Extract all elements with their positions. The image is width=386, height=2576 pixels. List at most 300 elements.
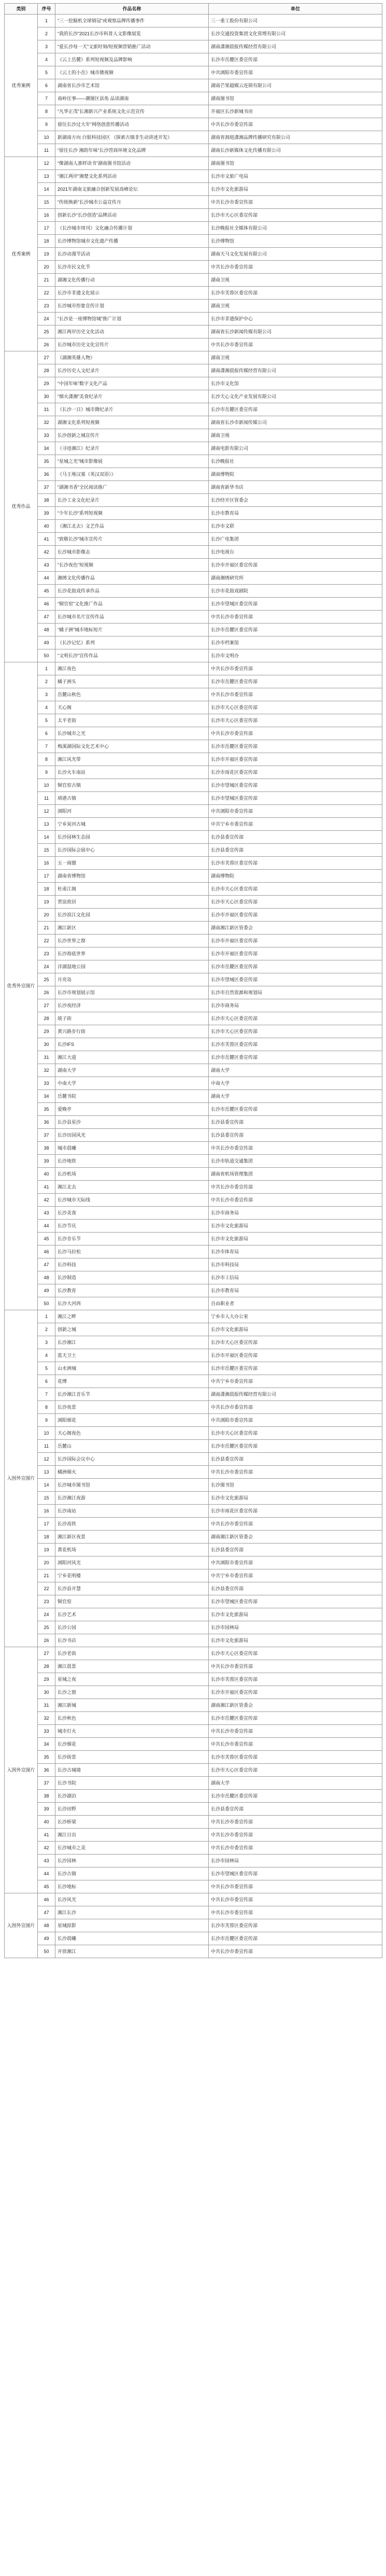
title-cell: 长沙烟花 <box>55 1738 209 1751</box>
table-row <box>5 79 382 92</box>
unit-cell: 长沙市天心区委宣传部 <box>209 1025 382 1038</box>
title-cell: 宁乡炭河古城 <box>55 818 209 831</box>
number-cell: 18 <box>38 883 55 896</box>
number-cell: 32 <box>38 1064 55 1077</box>
table-row <box>5 818 382 831</box>
number-cell: 49 <box>38 636 55 649</box>
table-row <box>5 1284 382 1297</box>
title-cell: 靖港古镇 <box>55 792 209 805</box>
table-row <box>5 1842 382 1855</box>
number-cell: 27 <box>38 999 55 1012</box>
number-cell: 47 <box>38 1906 55 1919</box>
title-cell: 《长沙记忆》系列 <box>55 636 209 649</box>
title-cell: 长沙市规划展示馆 <box>55 986 209 999</box>
number-cell: 5 <box>38 1362 55 1375</box>
unit-cell: 长沙县委宣传部 <box>209 1129 382 1142</box>
table-row <box>5 1077 382 1090</box>
table-row <box>5 261 382 274</box>
table-row <box>5 986 382 999</box>
unit-cell: 长沙市工信局 <box>209 1271 382 1284</box>
unit-cell: 中共长沙市委宣传部 <box>209 1893 382 1906</box>
table-row <box>5 144 382 157</box>
number-cell: 12 <box>38 1453 55 1466</box>
table-row <box>5 870 382 883</box>
number-cell: 41 <box>38 1829 55 1842</box>
number-cell: 19 <box>38 1544 55 1556</box>
unit-cell: 长沙市天心区委宣传部 <box>209 209 382 222</box>
title-cell: 杜甫江阁 <box>55 883 209 896</box>
unit-cell: 长沙市天心区委宣传部 <box>209 701 382 714</box>
title-cell: 洋湖湿地公园 <box>55 960 209 973</box>
unit-cell: 长沙市岳麓区委宣传部 <box>209 1362 382 1375</box>
unit-cell: 长沙市岳麓区委宣传部 <box>209 1051 382 1064</box>
unit-cell: 长沙市岳麓区委宣传部 <box>209 53 382 66</box>
number-cell: 47 <box>38 1258 55 1271</box>
title-cell: 长沙动漫节活动 <box>55 248 209 261</box>
number-cell: 15 <box>38 196 55 209</box>
unit-cell: 长沙市商务局 <box>209 1207 382 1220</box>
number-cell: 29 <box>38 1025 55 1038</box>
title-cell: 太平老街 <box>55 714 209 727</box>
unit-cell: 长沙市体育局 <box>209 1245 382 1258</box>
header-no: 序号 <box>38 4 55 15</box>
number-cell: 17 <box>38 1518 55 1531</box>
unit-cell: 湖南长沙新媒体文化传播有限公司 <box>209 144 382 157</box>
number-cell: 39 <box>38 507 55 520</box>
table-row <box>5 196 382 209</box>
number-cell: 41 <box>38 1181 55 1194</box>
table-row <box>5 364 382 377</box>
number-cell: 14 <box>38 1479 55 1492</box>
title-cell: 湘江日出 <box>55 1829 209 1842</box>
table-row <box>5 92 382 105</box>
table-row <box>5 1751 382 1764</box>
unit-cell: 中共长沙市委宣传部 <box>209 1738 382 1751</box>
table-row <box>5 1777 382 1790</box>
number-cell: 43 <box>38 1207 55 1220</box>
title-cell: 长沙音乐节 <box>55 1233 209 1245</box>
table-row <box>5 1012 382 1025</box>
table-row <box>5 442 382 455</box>
title-cell: 贾谊故居 <box>55 896 209 909</box>
table-row <box>5 546 382 559</box>
unit-cell: 长沙市望城区委宣传部 <box>209 779 382 792</box>
table-row <box>5 1673 382 1686</box>
number-cell: 11 <box>38 144 55 157</box>
title-cell: 湘江两岸历史文化活动 <box>55 325 209 338</box>
table-row <box>5 1129 382 1142</box>
title-cell: 长沙古城墙 <box>55 1764 209 1777</box>
unit-cell: 长沙市文联 <box>209 520 382 533</box>
number-cell: 26 <box>38 986 55 999</box>
table-row <box>5 805 382 818</box>
title-cell: 黄兴路步行街 <box>55 1025 209 1038</box>
unit-cell: 长沙市园林局 <box>209 1855 382 1867</box>
title-cell: 浏阳河风光 <box>55 1556 209 1569</box>
table-row <box>5 157 382 170</box>
table-row <box>5 1803 382 1816</box>
unit-cell: 长沙市望城区委宣传部 <box>209 1867 382 1880</box>
unit-cell: 中共长沙市委宣传部 <box>209 1906 382 1919</box>
table-row <box>5 1427 382 1440</box>
unit-cell: 长沙市天心区委宣传部 <box>209 1012 382 1025</box>
table-row <box>5 1466 382 1479</box>
title-cell: 《马王堆汉墓（英汉双语）》 <box>55 468 209 481</box>
table-row <box>5 883 382 896</box>
title-cell: 岳麓山秋色 <box>55 688 209 701</box>
number-cell: 7 <box>38 1388 55 1401</box>
unit-cell: 长沙市商务局 <box>209 999 382 1012</box>
title-cell: 长沙城市名片宣传作品 <box>55 611 209 624</box>
table-row <box>5 1738 382 1751</box>
number-cell: 33 <box>38 1725 55 1738</box>
number-cell: 22 <box>38 1582 55 1595</box>
number-cell: 20 <box>38 1556 55 1569</box>
table-row <box>5 170 382 183</box>
title-cell: 湘江大道 <box>55 1051 209 1064</box>
unit-cell: 长沙市文化馆 <box>209 377 382 390</box>
unit-cell: 长沙市开福区委宣传部 <box>209 559 382 572</box>
table-row <box>5 973 382 986</box>
title-cell: 长沙地标 <box>55 1880 209 1893</box>
number-cell: 28 <box>38 364 55 377</box>
number-cell: 20 <box>38 909 55 922</box>
unit-cell: 中共长沙市委宣传部 <box>209 1880 382 1893</box>
unit-cell: 湖南卫视 <box>209 300 382 313</box>
title-cell: 长沙工业文化纪录片 <box>55 494 209 507</box>
unit-cell: 长沙市雨花区委宣传部 <box>209 766 382 779</box>
number-cell: 27 <box>38 1647 55 1660</box>
table-row <box>5 1207 382 1220</box>
title-cell: 长沙创新之城宣传片 <box>55 429 209 442</box>
number-cell: 46 <box>38 1245 55 1258</box>
title-cell: “致敬长沙”城市宣传片 <box>55 533 209 546</box>
table-row <box>5 1142 382 1155</box>
table-row <box>5 300 382 313</box>
number-cell: 42 <box>38 546 55 559</box>
table-row <box>5 636 382 649</box>
unit-cell: 中共长沙市委宣传部 <box>209 1181 382 1194</box>
title-cell: 长沙世界之窗 <box>55 935 209 947</box>
title-cell: 湘江夜色 <box>55 662 209 675</box>
number-cell: 35 <box>38 1751 55 1764</box>
table-row <box>5 494 382 507</box>
number-cell: 47 <box>38 611 55 624</box>
category-cell: 优秀案例 <box>5 15 38 157</box>
title-cell: 长沙南站 <box>55 1505 209 1518</box>
number-cell: 32 <box>38 1712 55 1725</box>
unit-cell: 长沙市天心区委宣传部 <box>209 714 382 727</box>
table-row <box>5 1919 382 1932</box>
table-row <box>5 1764 382 1777</box>
title-cell: 长沙田园风光 <box>55 1129 209 1142</box>
title-cell: 长沙县开慧 <box>55 1582 209 1595</box>
title-cell: 铜官窑 <box>55 1595 209 1608</box>
unit-cell: 长沙交通投资集团文化管理有限公司 <box>209 27 382 40</box>
title-cell: 长沙市民文化节 <box>55 261 209 274</box>
title-cell: 长沙书院 <box>55 1777 209 1790</box>
number-cell: 14 <box>38 183 55 196</box>
number-cell: 13 <box>38 818 55 831</box>
table-row <box>5 1194 382 1207</box>
unit-cell: 中共长沙市委宣传部 <box>209 1725 382 1738</box>
unit-cell: 湖南湘江新区管委会 <box>209 1699 382 1712</box>
unit-cell: 长沙市文化旅游局 <box>209 1220 382 1233</box>
table-row <box>5 416 382 429</box>
title-cell: 星城之夜 <box>55 1673 209 1686</box>
number-cell: 24 <box>38 960 55 973</box>
unit-cell: 湖南大学 <box>209 1777 382 1790</box>
number-cell: 46 <box>38 598 55 611</box>
number-cell: 5 <box>38 714 55 727</box>
table-row <box>5 1945 382 1958</box>
title-cell: 长沙湘江 <box>55 1336 209 1349</box>
title-cell: 《寻迹湘江》纪录片 <box>55 442 209 455</box>
number-cell: 6 <box>38 79 55 92</box>
number-cell: 4 <box>38 1349 55 1362</box>
unit-cell: 长沙市开福区委宣传部 <box>209 947 382 960</box>
title-cell: “留住长沙 湘韵年味”长沙营商环境文化品牌 <box>55 144 209 157</box>
unit-cell: 长沙市开福区委宣传部 <box>209 753 382 766</box>
number-cell: 21 <box>38 274 55 287</box>
table-row <box>5 960 382 973</box>
number-cell: 48 <box>38 1271 55 1284</box>
category-cell: 入围外宣图片 <box>5 1893 38 1958</box>
title-cell: “长沙夜色”短视频 <box>55 559 209 572</box>
table-row <box>5 611 382 624</box>
unit-cell: 中共浏阳市委宣传部 <box>209 1556 382 1569</box>
title-cell: 湖南省博物馆 <box>55 870 209 883</box>
unit-cell: 湖南湘江新区管委会 <box>209 1531 382 1544</box>
unit-cell: 长沙市文化旅游局 <box>209 1323 382 1336</box>
title-cell: 湘江晨景 <box>55 1660 209 1673</box>
table-row <box>5 1686 382 1699</box>
title-cell: 留住长沙过大年“网络创意传播活动 <box>55 118 209 131</box>
unit-cell: 中共长沙市委宣传部 <box>209 118 382 131</box>
number-cell: 38 <box>38 1790 55 1803</box>
table-row <box>5 1116 382 1129</box>
unit-cell: 湖南电影有限公司 <box>209 442 382 455</box>
number-cell: 42 <box>38 1194 55 1207</box>
header-unit: 单位 <box>209 4 382 15</box>
table-row <box>5 1816 382 1829</box>
number-cell: 48 <box>38 1919 55 1932</box>
title-cell: “像湖南人那样读书”湖南图书馆活动 <box>55 157 209 170</box>
number-cell: 24 <box>38 313 55 325</box>
title-cell: 长沙国际会展中心 <box>55 844 209 857</box>
title-cell: 长沙古镇 <box>55 1867 209 1880</box>
unit-cell: 长沙市岳麓区委宣传部 <box>209 960 382 973</box>
number-cell: 9 <box>38 766 55 779</box>
unit-cell: 湖南潇湘晨报传媒经营有限公司 <box>209 1388 382 1401</box>
number-cell: 20 <box>38 261 55 274</box>
title-cell: 山水洲城 <box>55 1362 209 1375</box>
unit-cell: 长沙经开区管委会 <box>209 494 382 507</box>
number-cell: 34 <box>38 1090 55 1103</box>
number-cell: 25 <box>38 1621 55 1634</box>
table-body <box>5 15 382 1958</box>
unit-cell: 开福区长沙新城书房 <box>209 105 382 118</box>
unit-cell: 湖南潇湘晨报传媒经营有限公司 <box>209 364 382 377</box>
table-row <box>5 1414 382 1427</box>
number-cell: 8 <box>38 105 55 118</box>
title-cell: 天心阁夜色 <box>55 1427 209 1440</box>
award-list-table <box>4 3 382 1958</box>
table-row <box>5 274 382 287</box>
number-cell: 42 <box>38 1842 55 1855</box>
number-cell: 17 <box>38 222 55 235</box>
unit-cell: 中共长沙市委宣传部 <box>209 1142 382 1155</box>
table-row <box>5 520 382 533</box>
title-cell: 长沙花鼓戏传承作品 <box>55 585 209 598</box>
unit-cell: 长沙市教育局 <box>209 1284 382 1297</box>
unit-cell: 中共长沙市委宣传部 <box>209 1945 382 1958</box>
title-cell: 长沙教育 <box>55 1284 209 1297</box>
table-row <box>5 1582 382 1595</box>
unit-cell: 中共长沙市委宣传部 <box>209 338 382 351</box>
title-cell: 长沙火车南站 <box>55 766 209 779</box>
number-cell: 3 <box>38 688 55 701</box>
unit-cell: 长沙市芙蓉区委宣传部 <box>209 1673 382 1686</box>
unit-cell: 长沙市雨花区委宣传部 <box>209 1505 382 1518</box>
table-row <box>5 1090 382 1103</box>
title-cell: 湖南省长沙市艺术馆 <box>55 79 209 92</box>
table-row <box>5 1349 382 1362</box>
title-cell: “三一挖掘机全球销冠”或观察品牌传播事件 <box>55 15 209 27</box>
unit-cell: 中共长沙市委宣传部 <box>209 611 382 624</box>
unit-cell: 中共长沙市委宣传部 <box>209 1518 382 1531</box>
unit-cell: 湖南芒果超媒云连锁有限公司 <box>209 79 382 92</box>
title-cell: 湖南大学 <box>55 1064 209 1077</box>
title-cell: 长沙秋色 <box>55 1712 209 1725</box>
unit-cell: 长沙市文化旅游局 <box>209 1608 382 1621</box>
number-cell: 21 <box>38 1569 55 1582</box>
table-row <box>5 935 382 947</box>
table-row <box>5 1647 382 1660</box>
unit-cell: 长沙市岳麓区委宣传部 <box>209 1790 382 1803</box>
table-row <box>5 287 382 300</box>
number-cell: 31 <box>38 403 55 416</box>
table-row <box>5 390 382 403</box>
number-cell: 36 <box>38 1764 55 1777</box>
title-cell: 长沙国际会议中心 <box>55 1453 209 1466</box>
unit-cell: 中共长沙市委宣传部 <box>209 662 382 675</box>
table-row <box>5 1932 382 1945</box>
title-cell: 长沙湖泊 <box>55 1790 209 1803</box>
unit-cell: 长沙县委宣传部 <box>209 1803 382 1816</box>
number-cell: 2 <box>38 27 55 40</box>
header-row <box>5 4 382 15</box>
number-cell: 22 <box>38 935 55 947</box>
number-cell: 49 <box>38 1284 55 1297</box>
number-cell: 38 <box>38 1142 55 1155</box>
table-row <box>5 1712 382 1725</box>
table-row <box>5 533 382 546</box>
table-row <box>5 1155 382 1168</box>
title-cell: 开放湘江 <box>55 1945 209 1958</box>
number-cell: 21 <box>38 922 55 935</box>
number-cell: 43 <box>38 1855 55 1867</box>
number-cell: 35 <box>38 455 55 468</box>
number-cell: 27 <box>38 351 55 364</box>
unit-cell: 宁乡市人大办公室 <box>209 1310 382 1323</box>
number-cell: 36 <box>38 468 55 481</box>
title-cell: 城市晨曦 <box>55 1142 209 1155</box>
unit-cell: 长沙县委宣传部 <box>209 844 382 857</box>
title-cell: 长沙海底世界 <box>55 947 209 960</box>
number-cell: 7 <box>38 740 55 753</box>
unit-cell: 长沙市岳麓区委宣传部 <box>209 740 382 753</box>
number-cell: 49 <box>38 1932 55 1945</box>
unit-cell: 中共浏阳市委宣传部 <box>209 805 382 818</box>
table-row <box>5 1362 382 1375</box>
title-cell: 长沙滨江文化园 <box>55 909 209 922</box>
number-cell: 18 <box>38 1531 55 1544</box>
table-row <box>5 831 382 844</box>
table-row <box>5 922 382 935</box>
number-cell: 8 <box>38 753 55 766</box>
unit-cell: 长沙晚报社全媒体有限公司 <box>209 222 382 235</box>
number-cell: 17 <box>38 870 55 883</box>
number-cell: 2 <box>38 1323 55 1336</box>
title-cell: “烟火潇湘”美食纪录片 <box>55 390 209 403</box>
title-cell: “中国年味”数字文化产品 <box>55 377 209 390</box>
number-cell: 19 <box>38 248 55 261</box>
table-row <box>5 1323 382 1336</box>
unit-cell: 长沙市芙蓉区委宣传部 <box>209 1038 382 1051</box>
number-cell: 30 <box>38 1686 55 1699</box>
unit-cell: 中共长沙市委宣传部 <box>209 1401 382 1414</box>
title-cell: 长沙大河西 <box>55 1297 209 1310</box>
unit-cell: 中共宁乡市委宣传部 <box>209 1375 382 1388</box>
number-cell: 16 <box>38 1505 55 1518</box>
number-cell: 43 <box>38 559 55 572</box>
table-row <box>5 1038 382 1051</box>
unit-cell: 湖南天马文化发展有限公司 <box>209 248 382 261</box>
title-cell: 湖湘文化传播行动 <box>55 274 209 287</box>
title-cell: 橘子洲头 <box>55 675 209 688</box>
title-cell: 新湖南方向 白银科技园区 《探索古镇非生动讲述开发》 <box>55 131 209 144</box>
number-cell: 14 <box>38 831 55 844</box>
number-cell: 24 <box>38 1608 55 1621</box>
title-cell: 梅溪湖国际文化艺术中心 <box>55 740 209 753</box>
unit-cell: 长沙市非遗保护中心 <box>209 313 382 325</box>
title-cell: 创新之城 <box>55 1323 209 1336</box>
table-row <box>5 947 382 960</box>
number-cell: 16 <box>38 857 55 870</box>
table-row <box>5 1634 382 1647</box>
table-row <box>5 1518 382 1531</box>
unit-cell: 长沙市望城区委宣传部 <box>209 973 382 986</box>
number-cell: 40 <box>38 1168 55 1181</box>
unit-cell: 长沙市岳麓区委宣传部 <box>209 624 382 636</box>
table-row <box>5 572 382 585</box>
number-cell: 23 <box>38 1595 55 1608</box>
unit-cell: 中共长沙市委宣传部 <box>209 261 382 274</box>
table-row <box>5 727 382 740</box>
number-cell: 2 <box>38 675 55 688</box>
unit-cell: 长沙广电集团 <box>209 533 382 546</box>
unit-cell: 长沙市岳麓区委宣传部 <box>209 1103 382 1116</box>
table-row <box>5 1621 382 1634</box>
unit-cell: 长沙市芙蓉区委宣传部 <box>209 1919 382 1932</box>
title-cell: 长沙马拉松 <box>55 1245 209 1258</box>
title-cell: 岳麓书院 <box>55 1090 209 1103</box>
unit-cell: 长沙市芙蓉区委宣传部 <box>209 857 382 870</box>
number-cell: 50 <box>38 649 55 662</box>
title-cell: 橘洲烟火 <box>55 1466 209 1479</box>
number-cell: 40 <box>38 520 55 533</box>
